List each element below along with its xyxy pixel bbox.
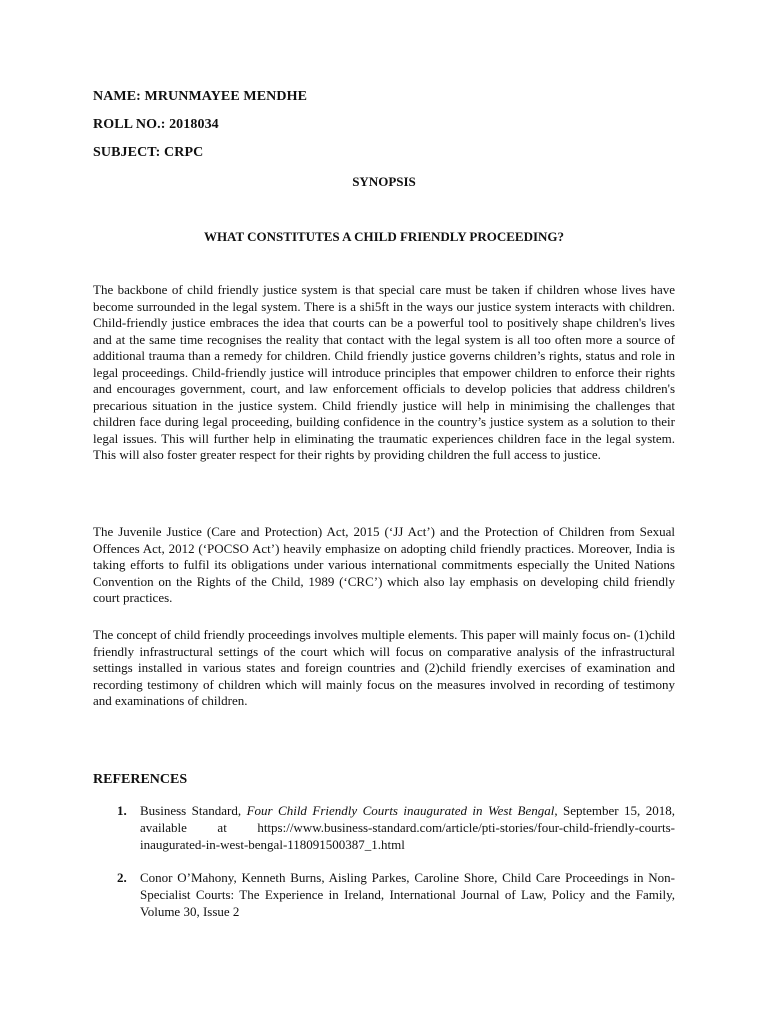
reference-item — [93, 869, 675, 920]
references-heading: REFERENCES — [93, 772, 188, 787]
paragraph-2-text: The Juvenile Justice (Care and Protection) Act, 2015 (‘JJ Act’) and the Protection of Children from Sexual Offences Act, 2012 (‘POCSO Act’) heavily emphasize on adopting child friendly practices. Moreover, India is taking efforts to fulfil its obligations under various international commitments especially the United Nations Convention on the Rights of the Child, 1989 (‘CRC’) which also lay emphasis on developing child friendly court practices. — [93, 524, 675, 605]
reference-number: 1. — [117, 803, 127, 818]
paragraph-3-text: The concept of child friendly proceedings involves multiple elements. This paper will mainly focus on- (1)child friendly infrastructural settings of the court which will focus on comparative analysis of the infrastructural settings installed in various states and foreign countries and (2)child friendly exercises of examination and recording testimony of children which will mainly focus on the measures involved in recording of testimony and examinations of children. — [93, 627, 675, 708]
reference-number: 2. — [117, 870, 127, 885]
reference-body: Conor O’Mahony, Kenneth Burns, Aisling Parkes, Caroline Shore, Child Care Proceedings in Non-Specialist Courts: The Experience in Ireland, International Journal of Law, Policy and the Family, Volume 30, Issue 2 — [140, 870, 675, 919]
subject: SUBJECT: CRPC — [93, 145, 204, 160]
paragraph-1 — [93, 282, 675, 464]
document-title: WHAT CONSTITUTES A CHILD FRIENDLY PROCEEDING? — [203, 229, 565, 244]
reference-prefix: Business Standard, — [140, 803, 247, 818]
reference-suffix: , September 15, 2018, available at https://www.business-standard.com/article/pti-stories/four-child-friendly-courts-inaugurated-in-west-bengal-118091500387_1.html — [140, 803, 676, 852]
student-name: NAME: MRUNMAYEE MENDHE — [93, 89, 308, 104]
synopsis-label: SYNOPSIS — [352, 174, 416, 189]
paragraph-1-text: The backbone of child friendly justice system is that special care must be taken if children whose lives have become surrounded in the legal system. There is a shi5ft in the ways our justice system interacts with children. Child-friendly justice embraces the idea that courts can be a powerful tool to positively shape children's lives and at the same time recognises the reality that contact with the legal system is all too often more a source of additional trauma than a remedy for children. Child friendly justice governs children’s rights, status and role in legal proceedings. Child-friendly justice will introduce principles that empower children to enforce their rights and encourages government, court, and law enforcement officials to develop policies that address children's precarious situation in the justice system. Child friendly justice will help in minimising the challenges that children face during legal proceeding, building confidence in the country’s justice system as a solution to their legal issues. This will further help in eliminating the traumatic experiences children face in the legal system. This will also foster greater respect for their rights by providing children the full access to justice. — [93, 282, 675, 462]
reference-item — [93, 802, 675, 853]
reference-title: Four Child Friendly Courts inaugurated in West Bengal — [246, 803, 555, 818]
paragraph-3 — [93, 627, 675, 710]
roll-number: ROLL NO.: 2018034 — [93, 117, 219, 132]
paragraph-2 — [93, 524, 675, 607]
reference-body — [140, 802, 675, 853]
